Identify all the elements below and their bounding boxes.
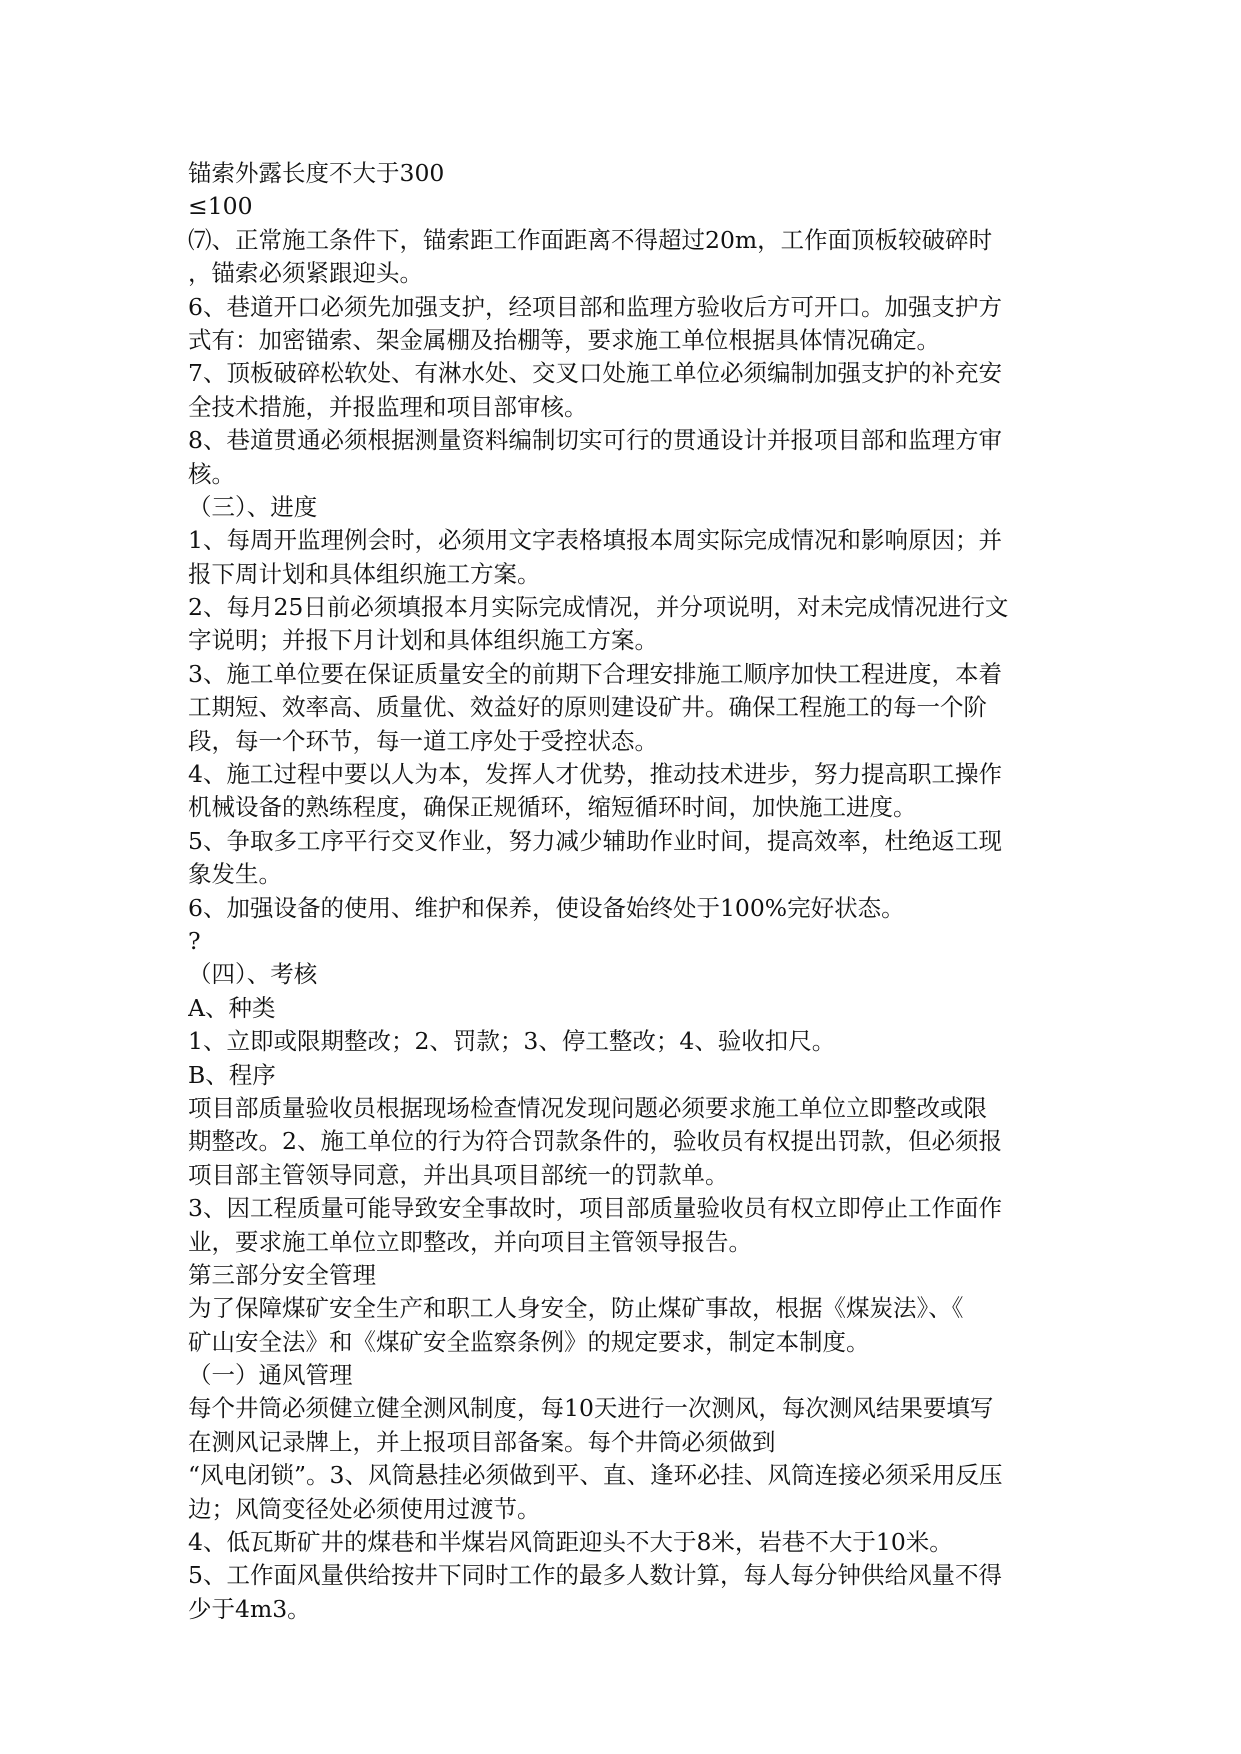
subsection-heading: B、程序 <box>188 1060 276 1089</box>
text-line: 4、低瓦斯矿井的煤巷和半煤岩风筒距迎头不大于8米，岩巷不大于10米。 <box>188 1528 953 1557</box>
text-line: 象发生。 <box>188 860 282 889</box>
text-line: 2、每月25日前必须填报本月实际完成情况，并分项说明，对未完成情况进行文 <box>188 593 1009 622</box>
text-line: 1、立即或限期整改；2、罚款；3、停工整改；4、验收扣尺。 <box>188 1027 836 1056</box>
text-line: 期整改。2、施工单位的行为符合罚款条件的，验收员有权提出罚款，但必须报 <box>188 1127 1002 1156</box>
text-line: 全技术措施，并报监理和项目部审核。 <box>188 392 588 421</box>
subsection-heading: A、种类 <box>188 993 276 1022</box>
text-line: 在测风记录牌上，并上报项目部备案。每个井筒必须做到 <box>188 1427 776 1456</box>
text-line: 报下周计划和具体组织施工方案。 <box>188 559 541 588</box>
text-line: 1、每周开监理例会时，必须用文字表格填报本周实际完成情况和影响原因；并 <box>188 526 1002 555</box>
text-line: 7、顶板破碎松软处、有淋水处、交叉口处施工单位必须编制加强支护的补充安 <box>188 359 1002 388</box>
text-line: 机械设备的熟练程度，确保正规循环，缩短循环时间，加快施工进度。 <box>188 793 917 822</box>
section-heading: （一）通风管理 <box>188 1361 353 1390</box>
text-line: ? <box>188 926 201 955</box>
section-heading: （三）、进度 <box>188 492 318 521</box>
text-line: ，锚索必须紧跟迎头。 <box>188 259 423 288</box>
text-line: 每个井筒必须健立健全测风制度，每10天进行一次测风，每次测风结果要填写 <box>188 1394 994 1423</box>
text-line: 业，要求施工单位立即整改，并向项目主管领导报告。 <box>188 1227 752 1256</box>
text-line: ⑺、正常施工条件下，锚索距工作面距离不得超过20m，工作面顶板较破碎时 <box>188 225 993 254</box>
section-heading: （四）、考核 <box>188 960 318 989</box>
text-line: 边；风筒变径处必须使用过渡节。 <box>188 1494 541 1523</box>
text-line: 8、巷道贯通必须根据测量资料编制切实可行的贯通设计并报项目部和监理方审 <box>188 426 1002 455</box>
text-line: 6、加强设备的使用、维护和保养，使设备始终处于100%完好状态。 <box>188 893 905 922</box>
text-line: 5、争取多工序平行交叉作业，努力减少辅助作业时间，提高效率，杜绝返工现 <box>188 826 1002 855</box>
text-line: 式有：加密锚索、架金属棚及抬棚等，要求施工单位根据具体情况确定。 <box>188 325 940 354</box>
text-line: 3、因工程质量可能导致安全事故时，项目部质量验收员有权立即停止工作面作 <box>188 1194 1002 1223</box>
part-heading: 第三部分安全管理 <box>188 1260 376 1289</box>
text-line: 6、巷道开口必须先加强支护，经项目部和监理方验收后方可开口。加强支护方 <box>188 292 1002 321</box>
text-line: 段，每一个环节，每一道工序处于受控状态。 <box>188 726 658 755</box>
text-line: 字说明；并报下月计划和具体组织施工方案。 <box>188 626 658 655</box>
text-line: 项目部主管领导同意，并出具项目部统一的罚款单。 <box>188 1160 729 1189</box>
text-line: 少于4m3。 <box>188 1594 311 1623</box>
text-line: 4、施工过程中要以人为本，发挥人才优势，推动技术进步，努力提高职工操作 <box>188 760 1002 789</box>
text-line: “风电闭锁”。3、风筒悬挂必须做到平、直、逢环必挂、风筒连接必须采用反压 <box>188 1461 1003 1490</box>
text-line: 矿山安全法》和《煤矿安全监察条例》的规定要求，制定本制度。 <box>188 1327 870 1356</box>
text-line: ≤100 <box>188 192 253 221</box>
text-line: 为了保障煤矿安全生产和职工人身安全，防止煤矿事故，根据《煤炭法》、《 <box>188 1294 964 1323</box>
text-line: 锚索外露长度不大于300 <box>188 159 445 187</box>
text-line: 3、施工单位要在保证质量安全的前期下合理安排施工顺序加快工程进度，本着 <box>188 659 1002 688</box>
text-line: 工期短、效率高、质量优、效益好的原则建设矿井。确保工程施工的每一个阶 <box>188 693 987 722</box>
text-line: 5、工作面风量供给按井下同时工作的最多人数计算，每人每分钟供给风量不得 <box>188 1561 1002 1590</box>
text-line: 核。 <box>188 459 235 488</box>
text-line: 项目部质量验收员根据现场检查情况发现问题必须要求施工单位立即整改或限 <box>188 1093 987 1122</box>
